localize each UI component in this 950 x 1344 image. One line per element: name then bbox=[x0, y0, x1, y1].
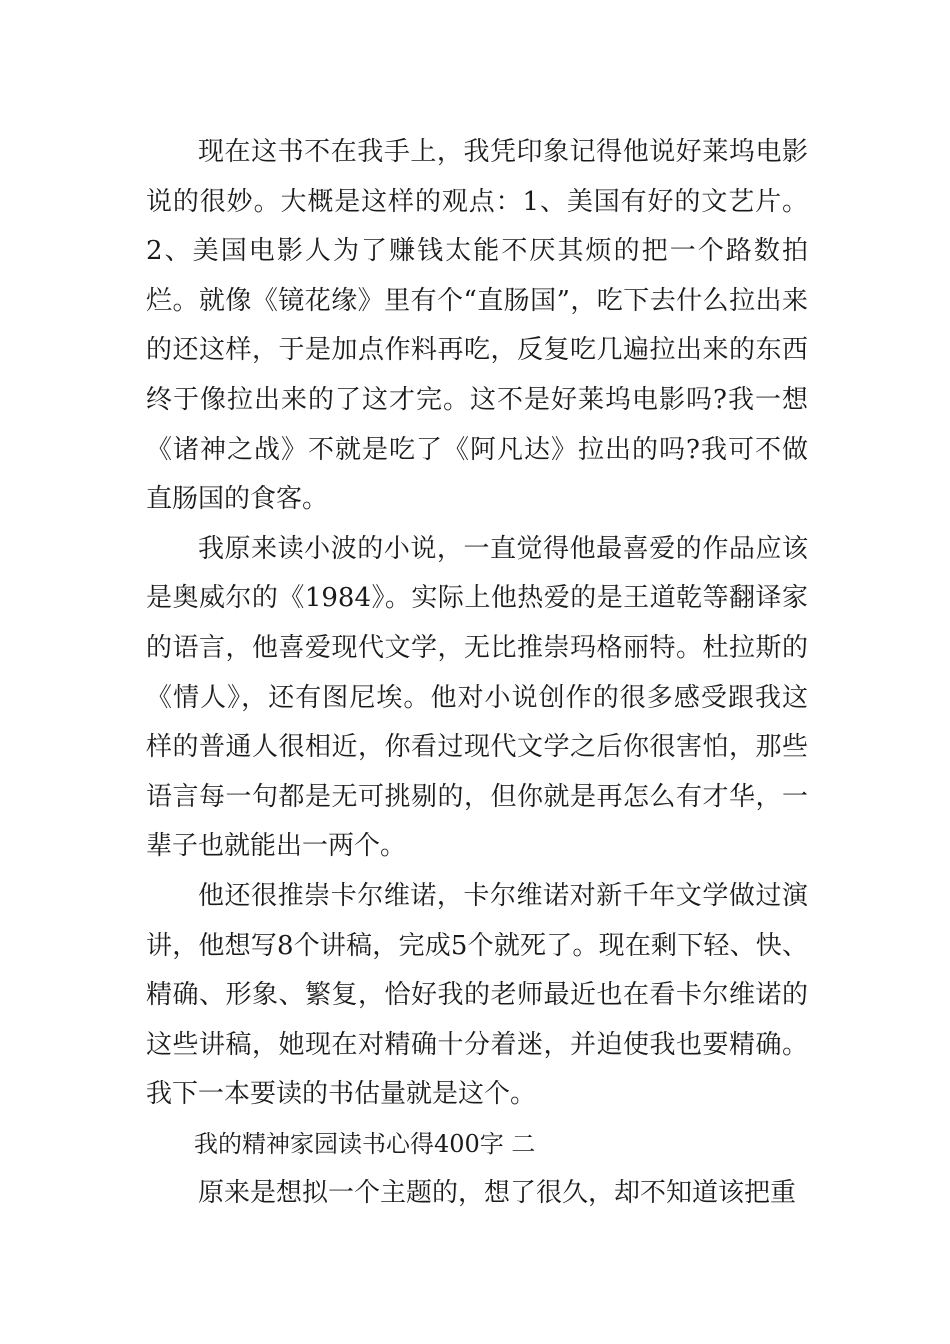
paragraph-4: 原来是想拟一个主题的，想了很久，却不知道该把重 bbox=[198, 1178, 797, 1209]
section-heading: 我的精神家园读书心得400字 二 bbox=[194, 1129, 536, 1158]
document-body bbox=[146, 128, 808, 1219]
paragraph-1: 现在这书不在我手上，我凭印象记得他说好莱坞电影说的很妙。大概是这样的观点：1、美国有好的文艺片。2、美国电影人为了赚钱太能不厌其烦的把一个路数拍烂。就像《镜花缘》里有个“直肠国”，吃下去什么拉出来的还这样，于是加点作料再吃，反复吃几遍拉出来的东西终于像拉出来的了这才完。这不是好莱坞电影吗?我一想《诸神之战》不就是吃了《阿凡达》拉出的吗?我可不做直肠国的食客。 bbox=[146, 137, 808, 515]
paragraph-2: 我原来读小波的小说，一直觉得他最喜爱的作品应该是奥威尔的《1984》。实际上他热爱的是王道乾等翻译家的语言，他喜爱现代文学，无比推崇玛格丽特。杜拉斯的《情人》，还有图尼埃。他对小说创作的很多感受跟我这样的普通人很相近，你看过现代文学之后你很害怕，那些语言每一句都是无可挑剔的，但你就是再怎么有才华，一辈子也就能出一两个。 bbox=[146, 533, 808, 862]
paragraph-3: 他还很推崇卡尔维诺，卡尔维诺对新千年文学做过演讲，他想写8个讲稿，完成5个就死了。现在剩下轻、快、精确、形象、繁复，恰好我的老师最近也在看卡尔维诺的这些讲稿，她现在对精确十分着迷，并迫使我也要精确。我下一本要读的书估量就是这个。 bbox=[146, 880, 808, 1110]
